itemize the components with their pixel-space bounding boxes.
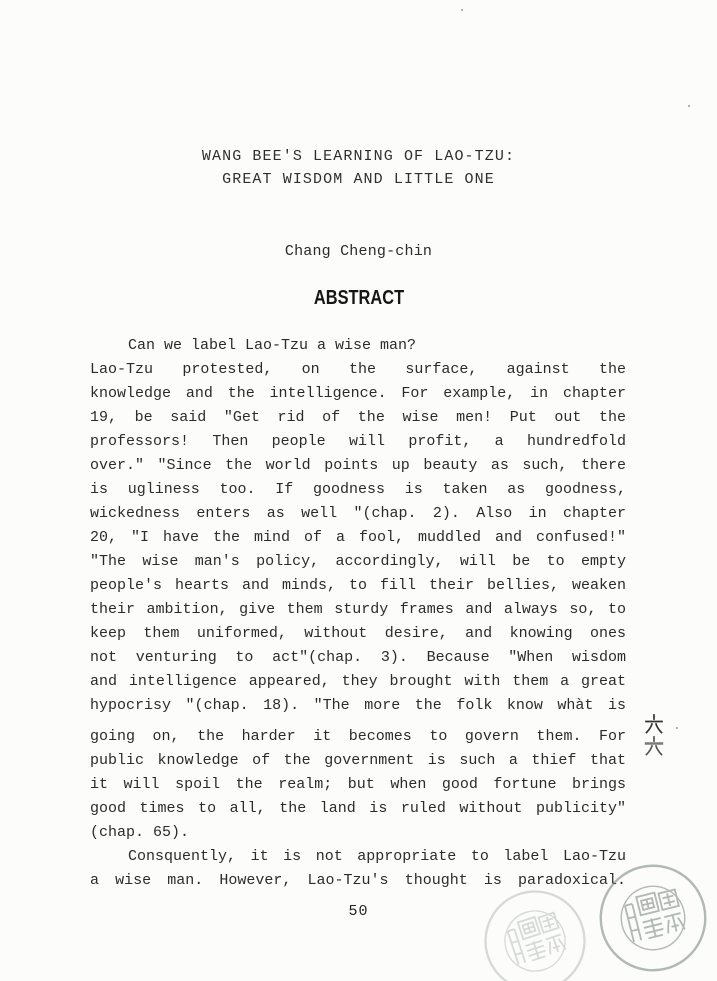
abstract-line: (chap. 65).: [90, 824, 190, 841]
abstract-line: people's hearts and minds, to fill their bellies, weaken: [90, 577, 626, 594]
abstract-line: professors! Then people will profit, a hundredfold: [90, 433, 626, 450]
abstract-heading: ABSTRACT: [313, 287, 404, 309]
abstract-line: going on, the harder it becomes to govern them. For: [90, 728, 626, 745]
abstract-line: their ambition, give them sturdy frames and always so, to: [90, 601, 626, 618]
page-number: 50: [348, 903, 369, 920]
abstract-line: 20, "I have the mind of a fool, muddled and confused!": [90, 529, 626, 546]
abstract-line: knowledge and the intelligence. For example, in chapter: [90, 385, 626, 402]
scan-speck: [461, 9, 463, 11]
abstract-line: hypocrisy "(chap. 18). "The more the folk know whàt is: [90, 697, 626, 714]
margin-folio-characters: [644, 714, 664, 758]
abstract-line: is ugliness too. If goodness is taken as goodness,: [90, 481, 626, 498]
abstract-text: [90, 334, 626, 893]
abstract-line: not venturing to act"(chap. 3). Because "When wisdom: [90, 649, 626, 666]
library-seal: [597, 862, 709, 974]
paper-title: [0, 145, 717, 191]
abstract-line: 19, be said "Get rid of the wise men! Put out the: [90, 409, 626, 426]
abstract-line: it will spoil the realm; but when good fortune brings: [90, 776, 626, 793]
abstract-line: Consquently, it is not appropriate to label Lao-Tzu: [128, 848, 626, 865]
folio-char-six: [646, 715, 662, 733]
author-name: Chang Cheng-chin: [284, 243, 433, 260]
library-seal-faint: [482, 888, 588, 981]
scan-speck: [676, 727, 678, 729]
abstract-line: good times to all, the land is ruled without publicity": [90, 800, 626, 817]
abstract-line: a wise man. However, Lao-Tzu's thought is paradoxical.: [90, 872, 626, 889]
paper-title-line-1: WANG BEE'S LEARNING OF LAO-TZU:: [201, 148, 516, 165]
abstract-line: and intelligence appeared, they brought with them a great: [90, 673, 626, 690]
abstract-line: keep them uniformed, without desire, and knowing ones: [90, 625, 626, 642]
scan-speck: [688, 105, 690, 107]
folio-char-six: [646, 737, 662, 755]
abstract-line: Lao-Tzu protested, on the surface, against the: [90, 361, 626, 378]
abstract-line: public knowledge of the government is such a thief that: [90, 752, 626, 769]
abstract-line: "The wise man's policy, accordingly, will be to empty: [90, 553, 626, 570]
abstract-line: Can we label Lao-Tzu a wise man?: [128, 337, 417, 354]
abstract-line: over." "Since the world points up beauty as such, there: [90, 457, 626, 474]
paper-title-line-2: GREAT WISDOM AND LITTLE ONE: [222, 171, 495, 188]
abstract-line: wickedness enters as well "(chap. 2). Also in chapter: [90, 505, 626, 522]
